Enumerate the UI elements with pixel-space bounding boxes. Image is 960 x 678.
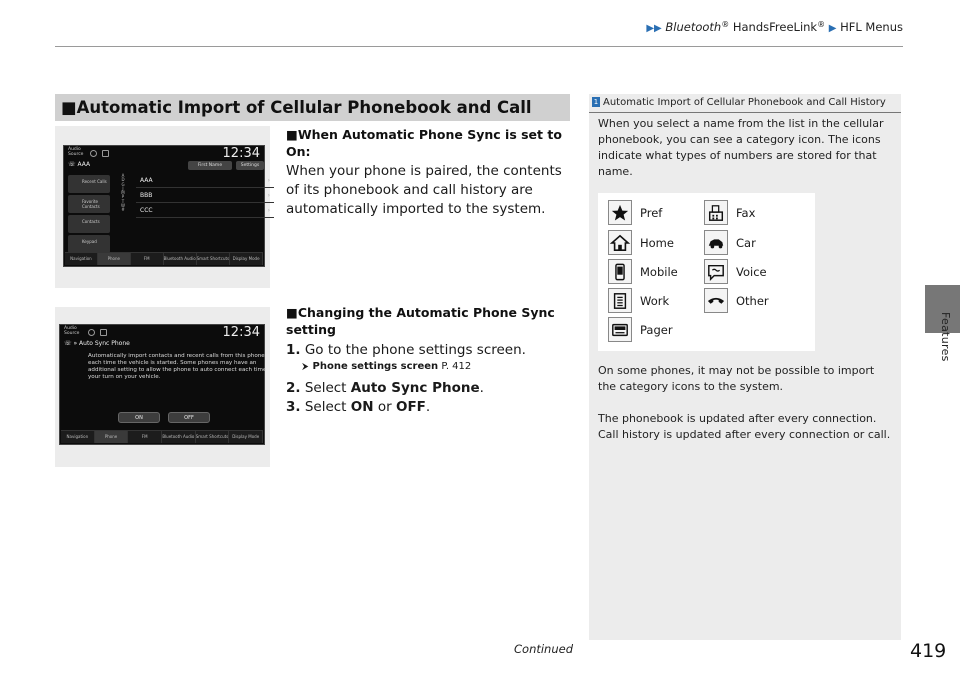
chapter-label: Features	[939, 312, 952, 362]
paragraph: When your phone is paired, the contents of its phonebook and call history are automatically imported to the system.	[286, 163, 562, 217]
legend-item-work: Work	[608, 288, 669, 313]
note-paragraph: On some phones, it may not be possible to import the category icons to the system.	[598, 364, 875, 393]
alphabet-index[interactable]: A D G J M P T W #	[121, 173, 125, 213]
audio-source-label[interactable]: Audio Source	[64, 326, 80, 336]
nav-display-mode[interactable]: Display Mode	[229, 431, 263, 443]
nav-bluetooth-audio[interactable]: Bluetooth Audio	[162, 431, 196, 443]
bottom-nav-bar	[61, 430, 263, 443]
legend-item-other: Other	[704, 288, 769, 313]
star-icon	[608, 200, 632, 225]
nav-display-mode[interactable]: Display Mode	[230, 253, 263, 265]
nav-smart-shortcuts[interactable]: Smart Shortcuts	[197, 253, 231, 265]
legend-item-home: Home	[608, 230, 674, 255]
category-icon-legend	[598, 193, 815, 351]
car-icon	[704, 230, 728, 255]
nav-navigation[interactable]: Navigation	[61, 431, 95, 443]
section-title: Automatic Import of Cellular Phonebook and Call	[76, 98, 532, 117]
legend-item-pager: Pager	[608, 317, 673, 342]
section-heading	[55, 94, 570, 121]
volume-icon[interactable]	[88, 329, 95, 336]
screenshot-frame-1	[55, 126, 270, 288]
work-icon	[608, 288, 632, 313]
header-handsfreelink: HandsFreeLink	[729, 20, 818, 34]
auto-sync-description: Automatically import contacts and recent calls from this phone each time the vehicle is started. Some phones may have an additional setting to allow the phone to auto connect each time your turn on your vehicle.	[88, 353, 267, 380]
phone-icon	[704, 288, 728, 313]
volume-icon[interactable]	[90, 150, 97, 157]
legend-item-mobile: Mobile	[608, 259, 678, 284]
note-title: 1 Automatic Import of Cellular Phonebook and Call History	[593, 97, 886, 108]
recent-calls-button[interactable]: Recent Calls	[68, 175, 110, 193]
breadcrumb-arrow-icon: ▶	[828, 23, 837, 34]
header-reg-mark: ®	[721, 20, 730, 29]
note-intro: When you select a name from the list in the cellular phonebook, you can see a category icon. The icons indicate what types of numbers are stored for that name.	[598, 117, 884, 178]
contacts-button[interactable]: Contacts	[68, 215, 110, 233]
legend-item-car: Car	[704, 230, 756, 255]
phone-handset-icon: ☏	[68, 161, 76, 168]
pager-icon	[608, 317, 632, 342]
header-rule	[55, 46, 903, 47]
header-bluetooth: Bluetooth	[665, 20, 722, 34]
legend-item-voice: Voice	[704, 259, 767, 284]
speaker-icon	[100, 329, 107, 336]
status-bar	[60, 325, 264, 339]
first-name-button[interactable]: First Name	[188, 161, 232, 170]
clock: 12:34	[222, 146, 260, 161]
contact-list-item[interactable]: CCC ›	[136, 204, 274, 218]
contact-title: ☏ AAA	[68, 161, 91, 168]
settings-button[interactable]: Settings	[236, 161, 264, 170]
voice-icon	[704, 259, 728, 284]
nav-smart-shortcuts[interactable]: Smart Shortcuts	[196, 431, 230, 443]
square-bullet-icon: ■	[286, 305, 298, 320]
note-number-icon: 1	[593, 98, 599, 106]
nav-navigation[interactable]: Navigation	[65, 253, 98, 265]
screen-title: ☏ » Auto Sync Phone	[64, 340, 130, 347]
double-chevron-icon: »	[73, 340, 78, 347]
header-hfl-menus: HFL Menus	[840, 20, 903, 34]
speaker-icon	[102, 150, 109, 157]
phone-screen-2	[59, 324, 265, 445]
square-bullet-icon: ■	[286, 127, 298, 142]
note-paragraph: The phonebook is updated after every connection. Call history is updated after every connection or call.	[598, 412, 891, 441]
subsection-heading: ■Changing the Automatic Phone Sync setting	[286, 305, 555, 337]
nav-phone[interactable]: Phone	[98, 253, 131, 265]
clock: 12:34	[222, 325, 260, 340]
on-button[interactable]: ON	[118, 412, 160, 423]
chevron-right-icon: ›	[267, 177, 270, 184]
step-3: 3. Select ON or OFF.	[286, 399, 431, 415]
audio-source-label[interactable]: Audio Source	[68, 147, 84, 157]
screenshot-frame-2	[55, 307, 270, 467]
fax-icon	[704, 200, 728, 225]
keypad-button[interactable]: Keypad	[68, 235, 110, 253]
running-header	[0, 20, 903, 34]
nav-bluetooth-audio[interactable]: Bluetooth Audio	[164, 253, 197, 265]
off-button[interactable]: OFF	[168, 412, 210, 423]
cross-reference[interactable]: ⮞ Phone settings screen P. 412	[302, 361, 472, 372]
step-2: 2. Select Auto Sync Phone.	[286, 380, 484, 396]
legend-item-pref: Pref	[608, 200, 662, 225]
subsection-heading: ■When Automatic Phone Sync is set to On:	[286, 127, 562, 159]
bottom-nav-bar	[65, 252, 263, 265]
nav-phone[interactable]: Phone	[95, 431, 129, 443]
nav-fm[interactable]: FM	[128, 431, 162, 443]
legend-item-fax: Fax	[704, 200, 755, 225]
section-square-icon: ■	[61, 98, 77, 117]
header-reg-mark-2: ®	[817, 20, 826, 29]
nav-fm[interactable]: FM	[131, 253, 164, 265]
phone-handset-icon: ☏	[64, 340, 72, 347]
home-icon	[608, 230, 632, 255]
status-bar	[64, 146, 264, 160]
favorite-contacts-button[interactable]: Favorite Contacts	[68, 195, 110, 213]
contact-list-item[interactable]: AAA ›	[136, 174, 274, 188]
mobile-icon	[608, 259, 632, 284]
chevron-right-icon: ›	[267, 192, 270, 199]
chevron-right-icon: ›	[267, 207, 270, 214]
continued-label: Continued	[514, 642, 574, 656]
note-rule	[589, 112, 901, 113]
reference-arrow-icon: ⮞	[302, 362, 309, 372]
page-number: 419	[910, 640, 947, 662]
phone-screen-1	[63, 145, 270, 267]
step-1: 1. Go to the phone settings screen.	[286, 342, 526, 358]
breadcrumb-arrow-icon: ▶▶	[646, 23, 662, 34]
contact-list-item[interactable]: BBB ›	[136, 189, 274, 203]
